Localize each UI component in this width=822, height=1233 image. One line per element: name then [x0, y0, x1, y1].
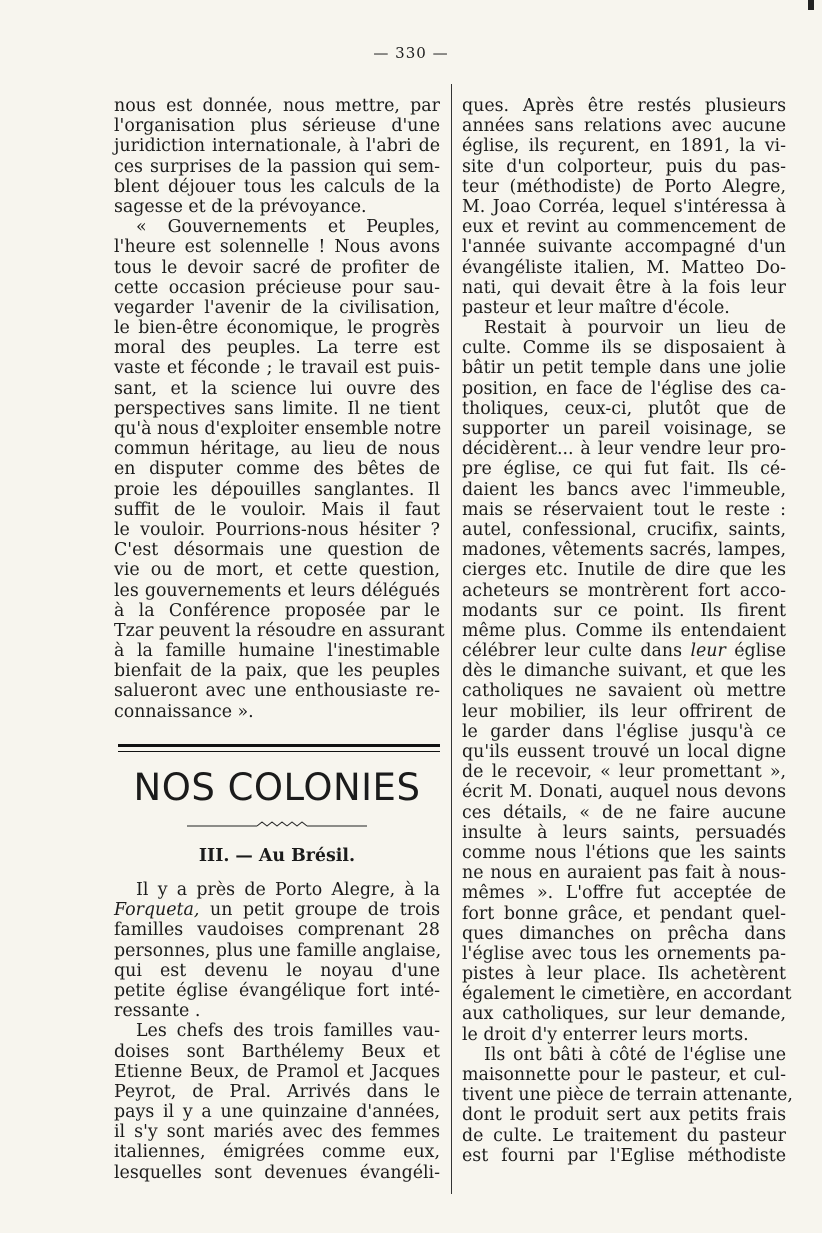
text-line: église, ils reçurent, en 1891, la vi- [462, 136, 786, 157]
text-line: vaste et féconde ; le travail est puis- [114, 358, 440, 379]
text-line: dont le produit sert aux petits frais [462, 1105, 786, 1126]
text-line: Restait à pourvoir un lieu de [484, 318, 786, 339]
text-line: qui est devenu le noyau d'une [114, 960, 440, 981]
text-line: dès le dimanche suivant, et que les [462, 661, 786, 682]
text-line: est fourni par l'Eglise méthodiste [462, 1145, 786, 1166]
text-line: doises sont Barthélemy Beux et [114, 1041, 440, 1062]
text-line: acheteurs se montrèrent fort acco- [462, 580, 786, 601]
text-line: vegarder l'avenir de la civilisation, [114, 297, 440, 318]
section-title: NOS COLONIES [133, 765, 421, 809]
text-line: pre église, ce qui fut fait. Ils cé- [462, 459, 786, 480]
right-column [462, 96, 793, 1166]
text-line: ces surprises de la passion qui sem- [114, 156, 440, 177]
text-line: même plus. Comme ils entendaient [462, 620, 786, 641]
section-rule [118, 744, 440, 747]
section-rule-thin [118, 751, 440, 752]
text-line: Les chefs des trois familles vau- [136, 1021, 440, 1042]
text-line: écrit M. Donati, auquel nous devons [462, 782, 786, 803]
text-line: commun héritage, au lieu de nous [114, 439, 440, 460]
text-line: évangéliste italien, M. Matteo Do- [462, 257, 786, 278]
text-fragment: un petit groupe de trois [199, 900, 440, 921]
text-line: tous le devoir sacré de profiter de [114, 257, 440, 278]
text-line: position, en face de l'église des ca- [462, 378, 786, 399]
ornament-divider [187, 820, 367, 832]
text-line: supporter un pareil voisinage, se [462, 419, 786, 439]
text-line: il s'y sont mariés avec des femmes [114, 1122, 440, 1143]
emphasis: Forqueta, [114, 900, 200, 921]
text-line: l'heure est solennelle ! Nous avons [114, 237, 440, 258]
paragraph [462, 96, 786, 318]
text-line: bâtir un petit temple dans une jolie [462, 358, 786, 379]
text-line: fort bonne grâce, et pendant quel- [462, 903, 786, 924]
text-line: maisonnette pour le pasteur, et cul- [462, 1065, 786, 1085]
sub-title: III. — Au Brésil. [198, 845, 356, 866]
paragraph [114, 1021, 440, 1183]
text-line: l'organisation plus sérieuse d'une [114, 116, 440, 137]
text-line: bienfait de la paix, que les peuples [114, 661, 440, 682]
text-fragment: célébrer leur culte dans [462, 641, 691, 662]
text-line: le bien-être économique, le progrès [114, 318, 440, 339]
text-line: le vouloir. Pourrions-nous hésiter ? [114, 519, 440, 540]
text-line [114, 900, 440, 920]
text-line: pasteur et leur maître d'école. [462, 297, 730, 318]
paragraph [462, 1044, 793, 1166]
text-line: sagesse et de la prévoyance. [114, 196, 367, 217]
text-line: vie ou de mort, et cette question, [114, 560, 440, 581]
text-line: petite église évangélique fort inté- [114, 980, 440, 1001]
text-line: années sans relations avec aucune [462, 116, 786, 137]
paragraph [114, 217, 445, 722]
text-line: à la famille humaine l'inestimable [114, 641, 440, 662]
left-column [114, 96, 445, 1183]
text-line: pays il y a une quinzaine d'années, [114, 1102, 440, 1123]
text-line: blent déjouer tous les calculs de la [114, 176, 440, 197]
text-line: qu'ils eussent trouvé un local digne [462, 742, 786, 762]
text-line [462, 641, 786, 661]
text-line: ques dimanches on prêcha dans [462, 923, 786, 944]
text-line: sant, et la science lui ouvre des [114, 378, 440, 399]
text-line: décidèrent... à leur vendre leur pro- [462, 439, 786, 460]
emphasis: leur [690, 641, 726, 662]
column-divider [451, 84, 452, 1194]
page-number: — 330 — [373, 44, 449, 62]
text-line: nati, qui devait être à la fois leur [462, 277, 786, 298]
text-line: madones, vêtements sacrés, lampes, [462, 540, 786, 561]
text-line: salueront avec une enthousiaste re- [114, 681, 440, 702]
text-line: l'église avec tous les ornements pa- [462, 943, 786, 964]
text-line: connaissance ». [114, 701, 254, 722]
text-line: mêmes ». L'offre fut acceptée de [462, 883, 786, 904]
text-line: cierges etc. Inutile de dire que les [462, 560, 786, 581]
text-line: ressante . [114, 1001, 201, 1022]
paragraph [114, 96, 440, 217]
scan-edge-mark [808, 0, 814, 10]
paragraph [114, 920, 440, 1021]
text-line: qu'à nous d'exploiter ensemble notre [114, 419, 442, 439]
text-line: le droit d'y enterrer leurs morts. [462, 1024, 749, 1045]
text-line: ques. Après être restés plusieurs [462, 96, 786, 116]
text-line: Ils ont bâti à côté de l'église une [484, 1044, 786, 1065]
text-line: perspectives sans limite. Il ne tient [114, 398, 440, 419]
text-line: M. Joao Corréa, lequel s'intéressa à [462, 196, 786, 217]
text-line: personnes, plus une famille anglaise, [114, 940, 442, 961]
text-line: familles vaudoises comprenant 28 [114, 920, 440, 941]
text-line: cette occasion précieuse pour sau- [114, 277, 440, 298]
text-line: Il y a près de Porto Alegre, à la [136, 880, 440, 901]
text-line: culte. Comme ils se disposaient à [462, 338, 786, 359]
text-line: insulte à leurs saints, persuadés [462, 822, 786, 843]
text-line: aux catholiques, sur leur demande, [462, 1004, 786, 1025]
text-line: daient les bancs avec l'immeuble, [462, 479, 786, 500]
text-line: tivent une pièce de terrain attenante, [462, 1085, 793, 1106]
text-line: Peyrot, de Pral. Arrivés dans le [114, 1081, 440, 1102]
text-line: mais se réservaient tout le reste : [462, 499, 786, 520]
text-line: ces détails, « de ne faire aucune [462, 802, 786, 823]
text-line: teur (méthodiste) de Porto Alegre, [462, 176, 786, 197]
text-line: autel, confessional, crucifix, saints, [462, 519, 786, 540]
text-line: suffit de le vouloir. Mais il faut [114, 499, 440, 520]
text-line: Tzar peuvent la résoudre en assurant [114, 620, 445, 641]
text-line: comme nous l'étions que les saints [462, 842, 786, 863]
paragraph [462, 661, 792, 1045]
paragraph [462, 318, 786, 641]
text-line: nous est donnée, nous mettre, par [114, 96, 440, 116]
text-line: C'est désormais une question de [114, 540, 440, 561]
text-line: le garder dans l'église jusqu'à ce [462, 721, 786, 742]
text-line: « Gouvernements et Peuples, [136, 217, 440, 238]
text-line: également le cimetière, en accordant [462, 984, 792, 1005]
text-line: eux et revint au commencement de [462, 217, 786, 238]
text-line: à la Conférence proposée par le [114, 600, 440, 621]
text-line: lesquelles sont devenues évangéli- [114, 1162, 440, 1183]
text-line: catholiques ne savaient où mettre [462, 681, 786, 702]
text-line: l'année suivante accompagné d'un [462, 237, 786, 258]
text-line: Etienne Beux, de Pramol et Jacques [114, 1061, 440, 1082]
text-line: modants sur ce point. Ils firent [462, 600, 786, 621]
text-line: moral des peuples. La terre est [114, 338, 440, 359]
text-line: tholiques, ceux-ci, plutôt que de [462, 398, 786, 419]
text-line: juridiction internationale, à l'abri de [114, 136, 440, 157]
text-line: proie les dépouilles sanglantes. Il [114, 479, 440, 500]
text-line: pistes à leur place. Ils achetèrent [462, 964, 786, 985]
text-line: en disputer comme des bêtes de [114, 459, 440, 480]
text-line: italiennes, émigrées comme eux, [114, 1142, 440, 1163]
text-line: de culte. Le traitement du pasteur [462, 1125, 786, 1146]
text-line: de le recevoir, « leur promettant », [462, 762, 786, 783]
text-line: ne nous en auraient pas fait à nous- [462, 863, 786, 884]
text-line: leur mobilier, ils leur offrirent de [462, 701, 786, 722]
text-fragment: église [725, 641, 787, 662]
text-line: site d'un colporteur, puis du pas- [462, 156, 786, 177]
text-line: les gouvernements et leurs délégués [114, 580, 440, 601]
